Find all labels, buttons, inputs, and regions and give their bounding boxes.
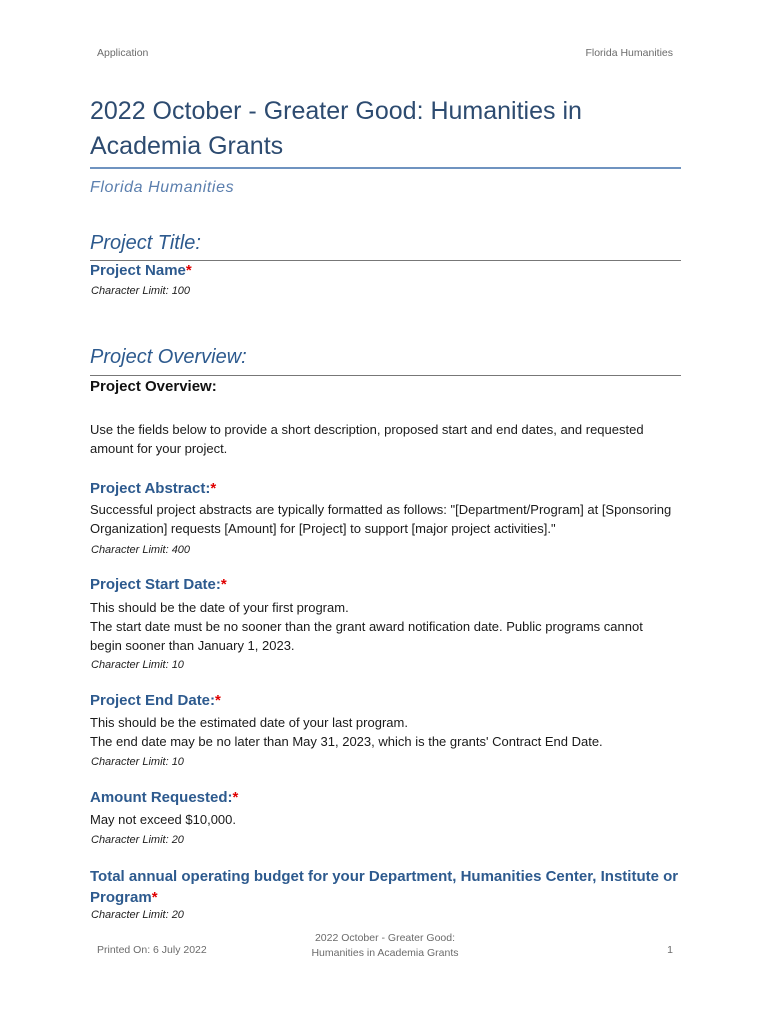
char-limit-budget: Character Limit: 20 xyxy=(91,909,184,921)
start-date-line2: The start date must be no sooner than the grant award notification date. Public programs cannot begin sooner than January 1, 2023. xyxy=(90,619,643,653)
field-label-start-date: Project Start Date:* xyxy=(90,576,227,593)
section-heading-project-overview: Project Overview: xyxy=(90,346,247,368)
char-limit-project-name: Character Limit: 100 xyxy=(91,285,191,297)
section-heading-project-title: Project Title: xyxy=(90,232,201,254)
footer-page-number: 1 xyxy=(667,944,673,956)
char-limit-end-date: Character Limit: 10 xyxy=(91,756,184,768)
field-label-amount-requested: Amount Requested:* xyxy=(90,789,239,806)
field-label-operating-budget: Total annual operating budget for your Department, Humanities Center, Institute or Program* xyxy=(90,868,679,906)
header-left: Application xyxy=(97,47,149,59)
required-asterisk: * xyxy=(151,889,158,906)
char-limit-amount: Character Limit: 20 xyxy=(91,834,184,846)
start-date-line1: This should be the date of your first program. xyxy=(90,600,349,615)
footer-document-title: 2022 October - Greater Good: Humanities in Academia Grants xyxy=(311,932,459,959)
title-divider xyxy=(90,167,681,169)
end-date-line2: The end date may be no later than May 31, 2023, which is the grants' Contract End Date. xyxy=(90,734,603,749)
required-asterisk: * xyxy=(232,789,239,806)
char-limit-start-date: Character Limit: 10 xyxy=(91,659,184,671)
amount-description: May not exceed $10,000. xyxy=(90,812,236,827)
overview-intro: Use the fields below to provide a short description, proposed start and end dates, and requested amount for your project. xyxy=(90,422,644,456)
document-title: 2022 October - Greater Good: Humanities in Academia Grants xyxy=(90,97,582,160)
end-date-line1: This should be the estimated date of your last program. xyxy=(90,715,408,730)
required-asterisk: * xyxy=(210,480,217,497)
abstract-description: Successful project abstracts are typically formatted as follows: "[Department/Program] at [Sponsoring Organization] requests [Amount] for [Project] to support [major project activities]." xyxy=(90,502,672,536)
required-asterisk: * xyxy=(220,576,227,593)
footer-printed-date: Printed On: 6 July 2022 xyxy=(97,944,207,956)
overview-label: Project Overview: xyxy=(90,378,217,395)
section-divider xyxy=(90,375,681,376)
required-asterisk: * xyxy=(185,262,192,279)
required-asterisk: * xyxy=(215,692,221,709)
field-label-project-name: Project Name* xyxy=(90,262,192,279)
section-divider xyxy=(90,260,681,261)
field-label-project-abstract: Project Abstract:* xyxy=(90,480,217,497)
document-subtitle: Florida Humanities xyxy=(90,179,235,196)
field-label-end-date: Project End Date:* xyxy=(90,692,221,709)
char-limit-abstract: Character Limit: 400 xyxy=(91,544,191,556)
header-right: Florida Humanities xyxy=(585,47,673,59)
